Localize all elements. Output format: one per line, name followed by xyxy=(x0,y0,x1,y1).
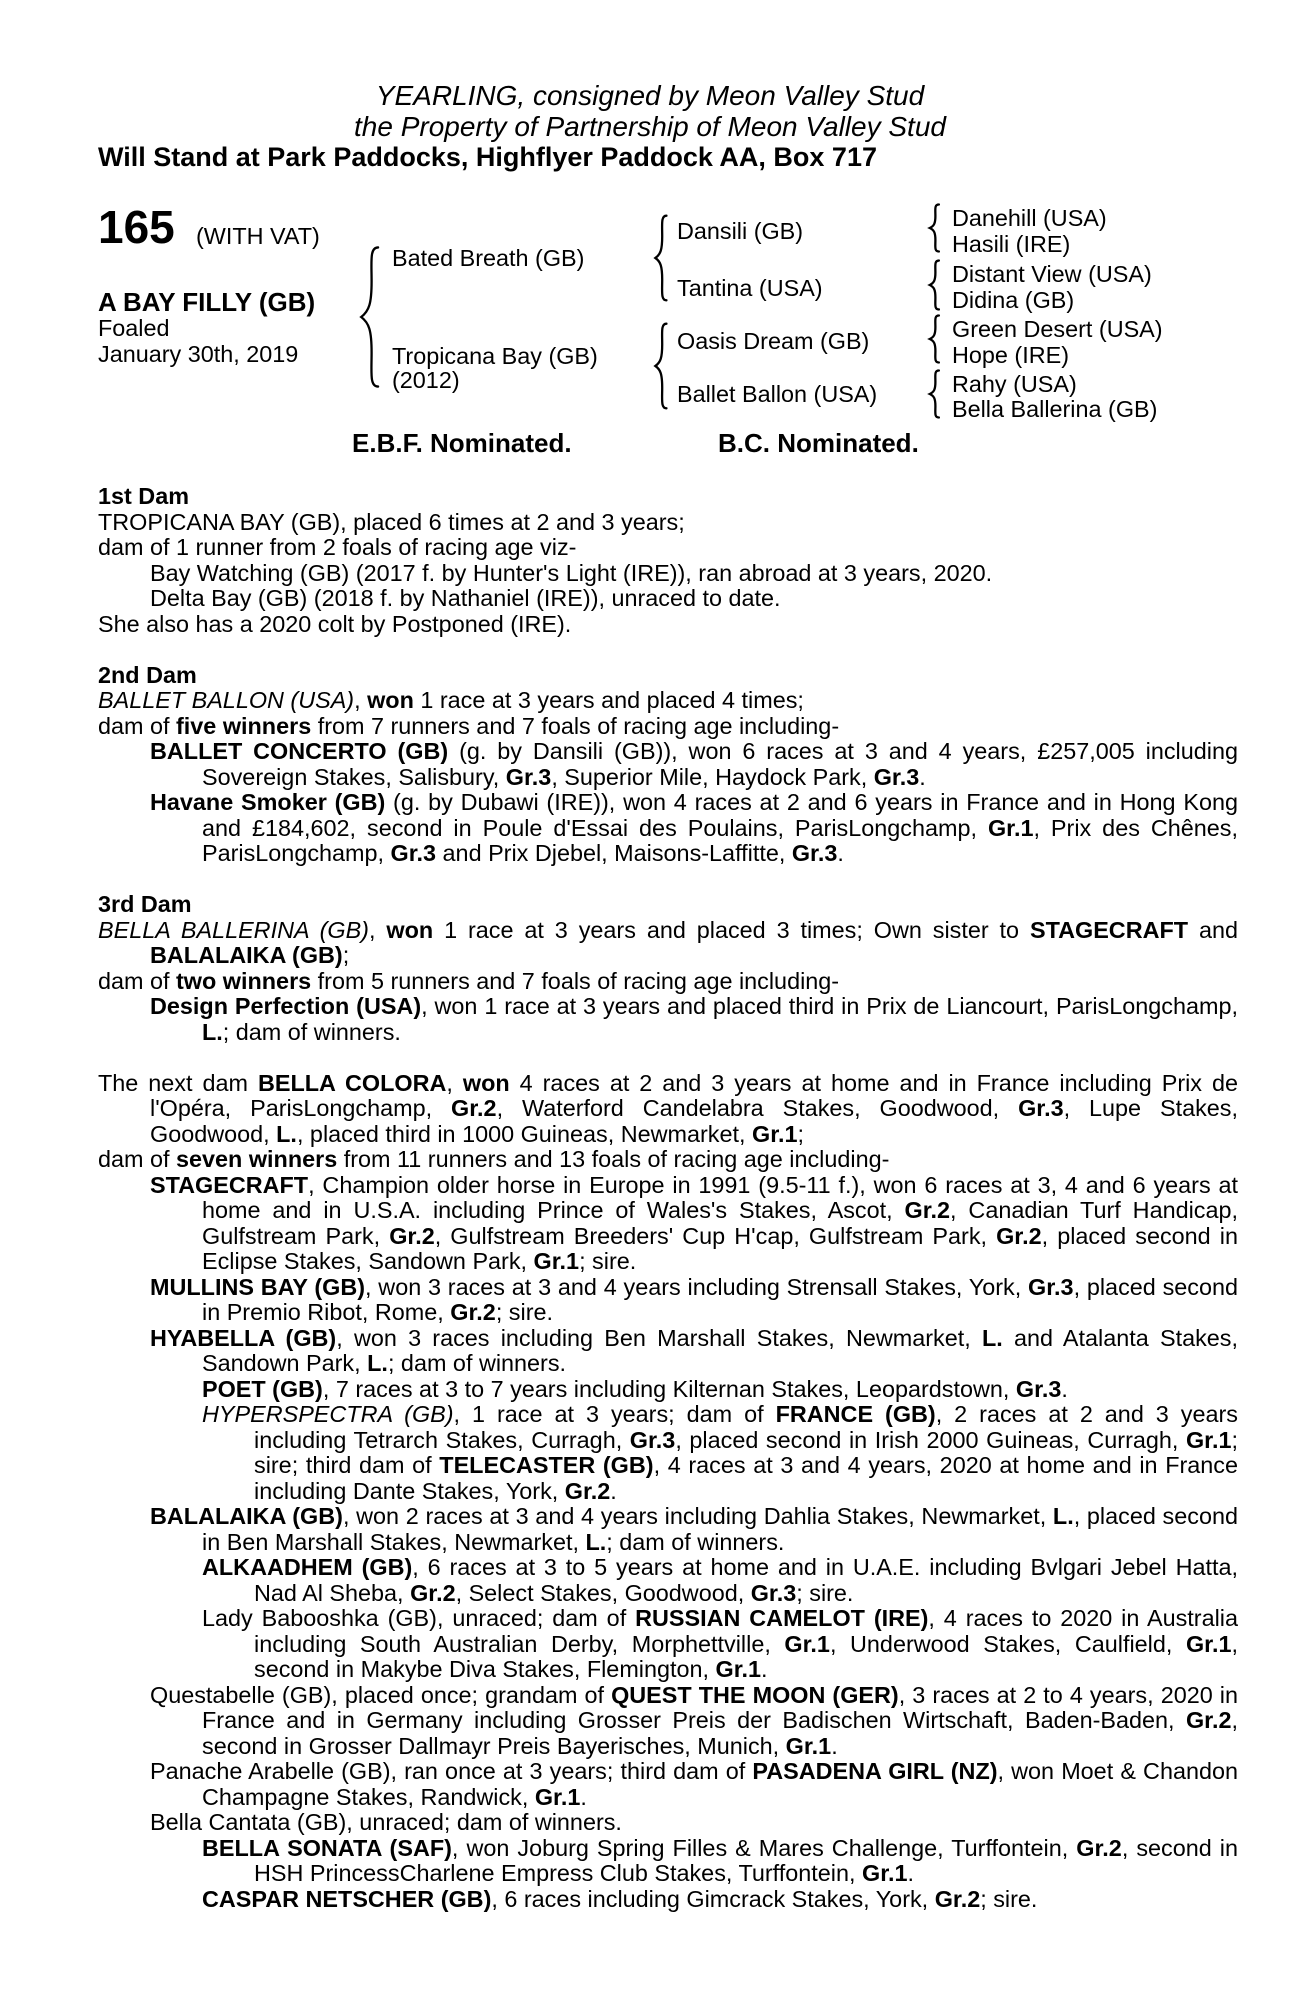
pedigree-section xyxy=(98,1071,1238,1913)
pedigree-paragraph: Bay Watching (GB) (2017 f. by Hunter's Light (IRE)), ran abroad at 3 years, 2020. xyxy=(150,559,993,586)
dam-name: Tropicana Bay (GB) xyxy=(392,343,598,369)
pedigree-section xyxy=(98,484,1238,637)
catalogue-text xyxy=(98,484,1238,1912)
sire-name: Bated Breath (GB) xyxy=(392,245,585,271)
ggp-0-dam: Hasili (IRE) xyxy=(952,231,1071,257)
brace-icon xyxy=(356,243,382,391)
pedigree-paragraph: dam of 1 runner from 2 foals of racing age viz- xyxy=(98,534,577,560)
pedigree-paragraph: CASPAR NETSCHER (GB), 6 races including Gimcrack Stakes, York, Gr.2; sire. xyxy=(202,1885,1038,1912)
pedigree-paragraph: BALALAIKA (GB), won 2 races at 3 and 4 years including Dahlia Stakes, Newmarket, L., placed second in Ben Marshall Stakes, Newmarket, L.; dam of winners. xyxy=(150,1503,1238,1555)
grandsire-maternal: Oasis Dream (GB) xyxy=(677,328,870,354)
lot-number: 165 xyxy=(98,201,175,253)
brace-icon xyxy=(652,213,669,303)
pedigree-section xyxy=(98,663,1238,867)
pedigree-paragraph: STAGECRAFT, Champion older horse in Europe in 1991 (9.5-11 f.), won 6 races at 3, 4 and 6 years at home and in U.S.A. including Prince of Wales's Stakes, Ascot, Gr.2, Canadian Turf Handicap, Gulfstream Park, Gr.2, Gulfstream Breeders' Cup H'cap, Gulfstream Park, Gr.2, placed second in Eclipse Stakes, Sandown Park, Gr.1; sire. xyxy=(150,1171,1239,1274)
consignment-header xyxy=(98,80,1202,173)
pedigree-paragraph: The next dam BELLA COLORA, won 4 races at 2 and 3 years at home and in France including Prix de l'Opéra, ParisLongchamp, Gr.2, Waterford Candelabra Stakes, Goodwood, Gr.3, Lupe Stakes, Goodwood, L., placed third in 1000 Guineas, Newmarket, Gr.1; xyxy=(98,1069,1239,1147)
ggp-3-sire: Rahy (USA) xyxy=(952,371,1077,397)
pedigree-paragraph: Design Perfection (USA), won 1 race at 3 years and placed third in Prix de Liancourt, ParisLongchamp, L.; dam of winners. xyxy=(150,993,1238,1045)
pedigree-paragraph: BALLET CONCERTO (GB) (g. by Dansili (GB)), won 6 races at 3 and 4 years, £257,005 including Sovereign Stakes, Salisbury, Gr.3, Superior Mile, Haydock Park, Gr.3. xyxy=(150,738,1238,790)
granddam-paternal: Tantina (USA) xyxy=(677,275,823,301)
pedigree-paragraph: She also has a 2020 colt by Postponed (IRE). xyxy=(98,610,572,637)
pedigree-paragraph: BALLET BALLON (USA), won 1 race at 3 years and placed 4 times; xyxy=(98,687,804,713)
ggp-0-sire: Danehill (USA) xyxy=(952,205,1107,231)
pedigree-paragraph: ALKAADHEM (GB), 6 races at 3 to 5 years at home and in U.A.E. including Bvlgari Jebel Hatta, Nad Al Sheba, Gr.2, Select Stakes, Goodwood, Gr.3; sire. xyxy=(202,1554,1239,1606)
section-heading: 2nd Dam xyxy=(98,661,197,688)
consignment-line-1: YEARLING, consigned by Meon Valley Stud xyxy=(375,80,925,111)
dam-year: (2012) xyxy=(392,367,460,393)
pedigree-paragraph: BELLA BALLERINA (GB), won 1 race at 3 years and placed 3 times; Own sister to STAGECRAFT and BALALAIKA (GB); xyxy=(98,916,1238,968)
pedigree-paragraph: dam of seven winners from 11 runners and 13 foals of racing age including- xyxy=(98,1146,890,1172)
foaled-date: January 30th, 2019 xyxy=(98,341,299,367)
ggp-3-dam: Bella Ballerina (GB) xyxy=(952,396,1158,422)
consignment-line-2: the Property of Partnership of Meon Valley Stud xyxy=(354,111,946,142)
pedigree-paragraph: Delta Bay (GB) (2018 f. by Nathaniel (IRE)), unraced to date. xyxy=(150,585,781,611)
section-heading: 1st Dam xyxy=(98,483,190,509)
pedigree-paragraph: POET (GB), 7 races at 3 to 7 years including Kilternan Stakes, Leopardstown, Gr.3. xyxy=(202,1375,1068,1402)
brace-icon xyxy=(652,321,669,411)
vat-note: (WITH VAT) xyxy=(196,223,320,249)
pedigree-paragraph: Havane Smoker (GB) (g. by Dubawi (IRE)), won 4 races at 2 and 6 years in France and in Hong Kong and £184,602, second in Poule d'Essai des Poulains, ParisLongchamp, Gr.1, Prix des Chênes, ParisLongchamp, Gr.3 and Prix Djebel, Maisons-Laffitte, Gr.3. xyxy=(150,789,1238,866)
pedigree-paragraph: TROPICANA BAY (GB), placed 6 times at 2 and 3 years; xyxy=(98,508,685,535)
pedigree-paragraph: MULLINS BAY (GB), won 3 races at 3 and 4 years including Strensall Stakes, York, Gr.3, placed second in Premio Ribot, Rome, Gr.2; sire. xyxy=(150,1273,1238,1325)
ggp-2-dam: Hope (IRE) xyxy=(952,342,1069,368)
pedigree-section xyxy=(98,892,1238,1045)
pedigree-paragraph: HYPERSPECTRA (GB), 1 race at 3 years; dam of FRANCE (GB), 2 races at 2 and 3 years including Tetrarch Stakes, Curragh, Gr.3, placed second in Irish 2000 Guineas, Curragh, Gr.1; sire; third dam of TELECASTER (GB), 4 races at 3 and 4 years, 2020 at home and in France including Dante Stakes, York, Gr.2. xyxy=(202,1401,1238,1504)
brace-icon xyxy=(927,369,941,419)
ggp-1-dam: Didina (GB) xyxy=(952,287,1075,313)
grandsire-paternal: Dansili (GB) xyxy=(677,218,804,244)
brace-icon xyxy=(927,259,941,311)
pedigree-paragraph: HYABELLA (GB), won 3 races including Ben Marshall Stakes, Newmarket, L. and Atalanta Stakes, Sandown Park, L.; dam of winners. xyxy=(150,1324,1238,1376)
brace-icon xyxy=(927,314,941,364)
brace-icon xyxy=(927,203,941,253)
ebf-nominated: E.B.F. Nominated. xyxy=(352,428,572,458)
pedigree-paragraph: Lady Babooshka (GB), unraced; dam of RUSSIAN CAMELOT (IRE), 4 races to 2020 in Australia including South Australian Derby, Morphettville, Gr.1, Underwood Stakes, Caulfield, Gr.1, second in Makybe Diva Stakes, Flemington, Gr.1. xyxy=(202,1605,1238,1682)
pedigree-paragraph: BELLA SONATA (SAF), won Joburg Spring Filles & Mares Challenge, Turffontein, Gr.2, second in HSH PrincessCharlene Empress Club Stakes, Turffontein, Gr.1. xyxy=(202,1834,1238,1886)
pedigree-paragraph: Questabelle (GB), placed once; grandam of QUEST THE MOON (GER), 3 races at 2 to 4 years, 2020 in France and in Germany including Grosser Preis der Badischen Wirtschaft, Baden-Baden, Gr.2, second in Grosser Dallmayr Preis Bayerisches, Munich, Gr.1. xyxy=(150,1681,1238,1759)
pedigree-paragraph: dam of five winners from 7 runners and 7 foals of racing age including- xyxy=(98,712,840,739)
stand-location-line: Will Stand at Park Paddocks, Highflyer Paddock AA, Box 717 xyxy=(98,142,877,172)
bc-nominated: B.C. Nominated. xyxy=(718,428,919,458)
section-heading: 3rd Dam xyxy=(98,891,192,917)
ggp-1-sire: Distant View (USA) xyxy=(952,261,1152,287)
horse-name: A BAY FILLY (GB) xyxy=(98,287,316,317)
pedigree-paragraph: Bella Cantata (GB), unraced; dam of winners. xyxy=(150,1809,622,1835)
granddam-maternal: Ballet Ballon (USA) xyxy=(677,381,878,407)
pedigree-paragraph: Panache Arabelle (GB), ran once at 3 years; third dam of PASADENA GIRL (NZ), won Moet & Chandon Champagne Stakes, Randwick, Gr.1. xyxy=(150,1758,1238,1810)
foaled-label: Foaled xyxy=(98,315,170,341)
pedigree-paragraph: dam of two winners from 5 runners and 7 foals of racing age including- xyxy=(98,967,840,994)
ggp-2-sire: Green Desert (USA) xyxy=(952,316,1163,342)
